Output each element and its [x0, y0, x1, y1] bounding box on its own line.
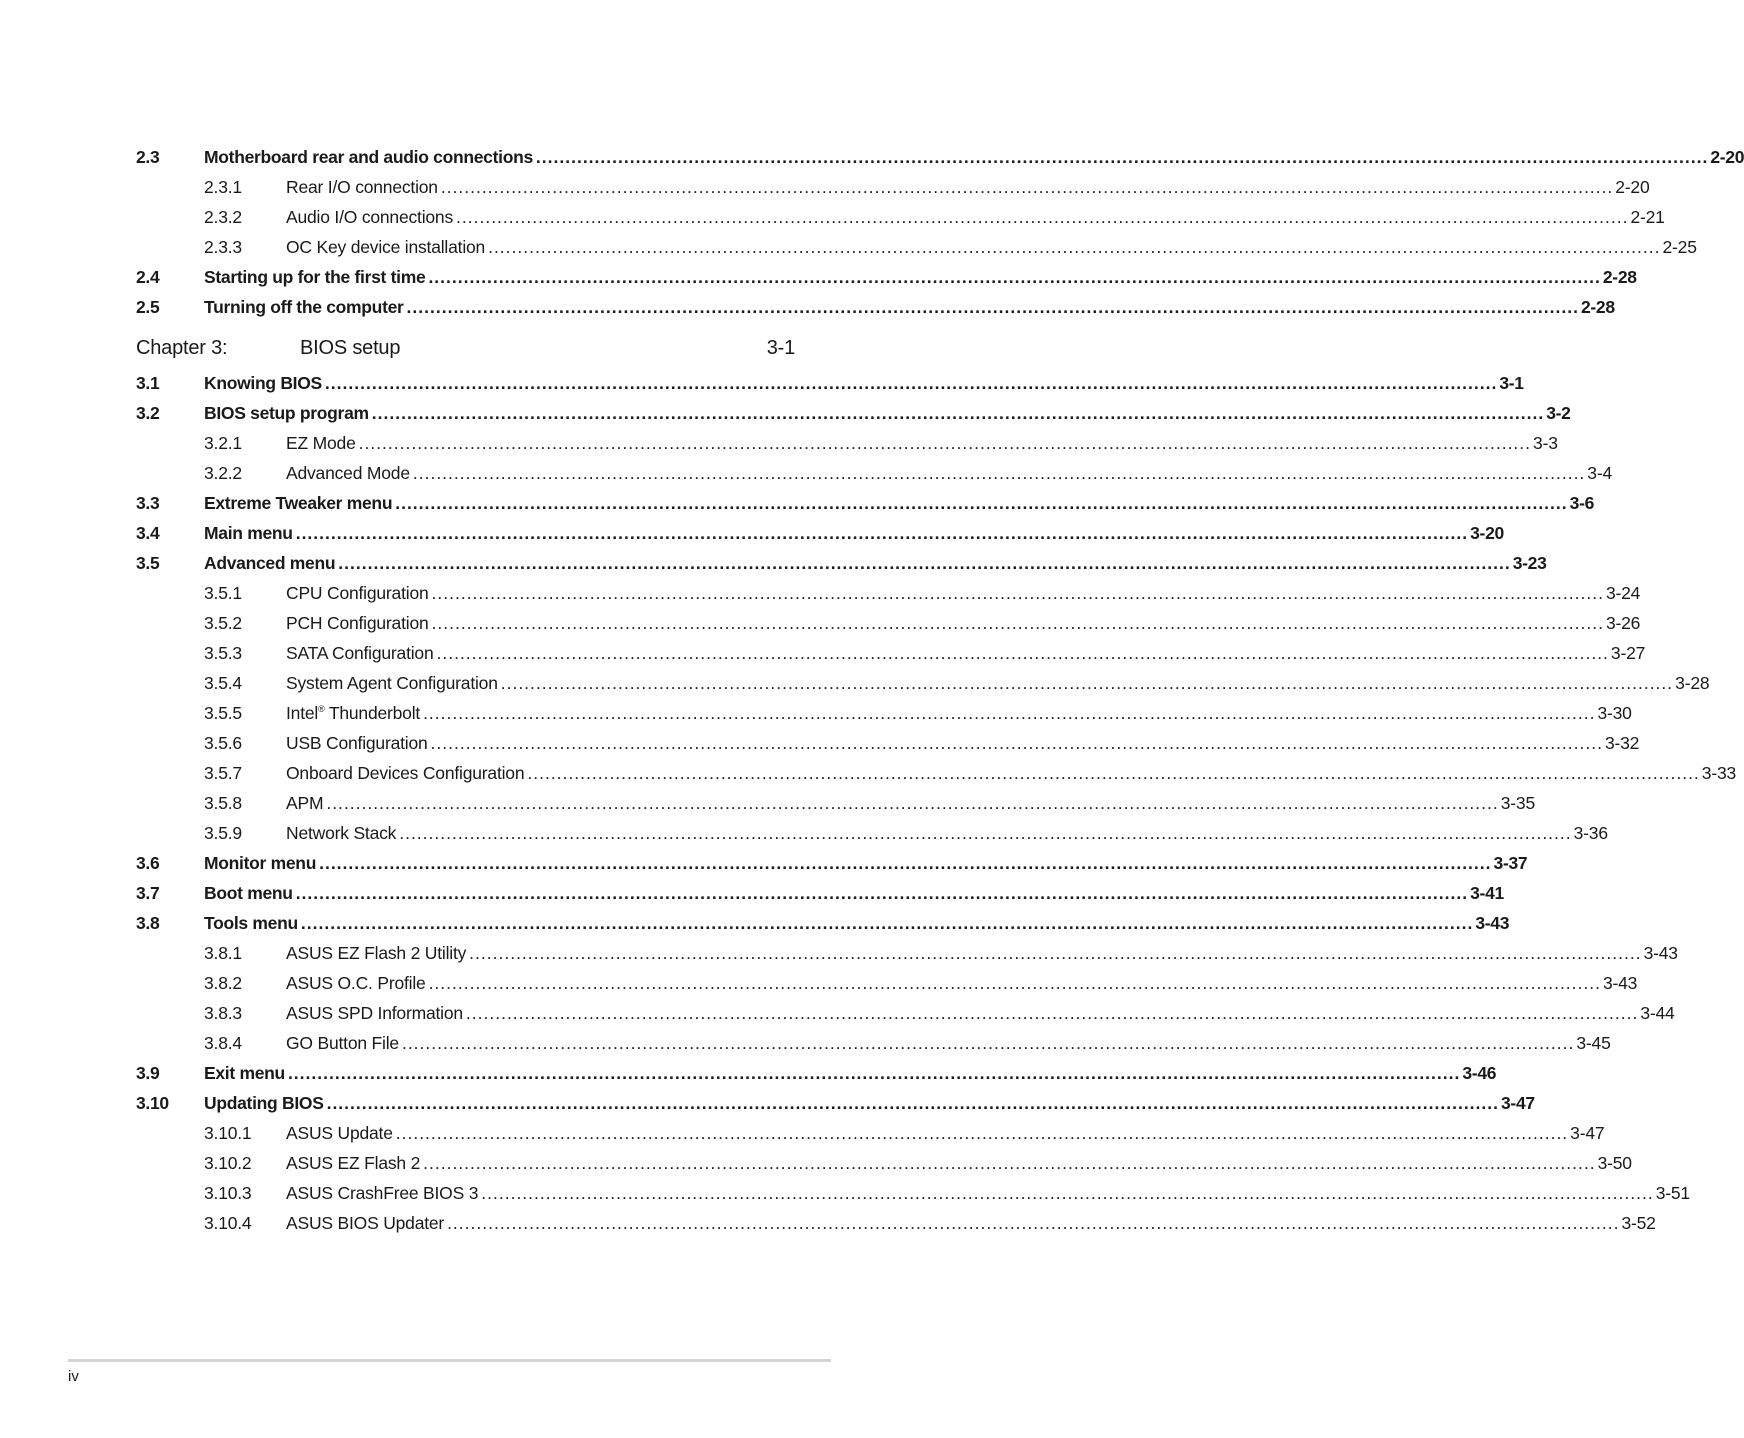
- dot-leader: ........................................................................................................................................................................................................: [326, 793, 1499, 813]
- toc-entry-title-text: Advanced Mode: [286, 463, 410, 483]
- toc-entry-page-number: 2-28: [1580, 297, 1615, 317]
- dot-leader: ........................................................................................................................................................................................................: [406, 297, 1579, 317]
- toc-entry-line: [204, 548, 1547, 578]
- toc-entry-line: [286, 608, 1641, 638]
- toc-entry-title-text: Main menu: [204, 523, 293, 543]
- toc-entry-title: [286, 428, 359, 458]
- toc-entry-line: [204, 262, 1637, 292]
- toc-entry-title-text: Tools menu: [204, 913, 298, 933]
- toc-section-entry[interactable]: [136, 1058, 1497, 1088]
- toc-entry-number: 3.10: [136, 1093, 169, 1113]
- toc-entry-line: [286, 638, 1646, 668]
- toc-entry-title-text: ASUS Update: [286, 1123, 393, 1143]
- toc-entry-title-text: Exit menu: [204, 1063, 285, 1083]
- toc-subsection-entry[interactable]: [136, 998, 1675, 1028]
- dot-leader: ........................................................................................................................................................................................................: [319, 853, 1492, 873]
- toc-entry-title-text: System Agent Configuration: [286, 673, 498, 693]
- toc-entry-page-number: 3-35: [1500, 793, 1535, 813]
- toc-entry-title: [286, 1178, 481, 1208]
- dot-leader: ........................................................................................................................................................................................................: [535, 147, 1709, 167]
- toc-entry-title-text: Motherboard rear and audio connections: [204, 147, 533, 167]
- toc-entry-number: 3.5.8: [204, 793, 242, 813]
- toc-entry-line: [204, 908, 1510, 938]
- toc-entry-title: [204, 878, 296, 908]
- toc-entry-line: [286, 1148, 1632, 1178]
- toc-entry-title: [286, 698, 423, 728]
- toc-entry-line: [204, 142, 1744, 172]
- toc-subsection-entry[interactable]: [136, 1208, 1656, 1238]
- table-of-contents: [136, 142, 1744, 1238]
- dot-leader: ........................................................................................................................................................................................................: [324, 373, 1498, 393]
- toc-entry-title: [204, 548, 338, 578]
- chapter-page-number: 3-1: [766, 337, 795, 359]
- toc-entry-line: [286, 788, 1535, 818]
- footer-page-number: iv: [68, 1368, 79, 1385]
- toc-entry-title: [204, 292, 407, 322]
- dot-leader: ........................................................................................................................................................................................................: [447, 1213, 1620, 1233]
- toc-entry-title: [286, 172, 441, 202]
- toc-entry-title: [286, 1028, 402, 1058]
- toc-entry-line: [286, 1178, 1690, 1208]
- toc-entry-line: [204, 292, 1615, 322]
- toc-entry-page-number: 3-52: [1621, 1213, 1656, 1233]
- toc-entry-title-text: Knowing BIOS: [204, 373, 322, 393]
- toc-entry-line: [286, 1028, 1611, 1058]
- toc-entry-number: 2.3.3: [204, 237, 242, 257]
- toc-entry-title: [204, 908, 301, 938]
- toc-section-entry[interactable]: [136, 262, 1637, 292]
- toc-section-entry[interactable]: [136, 518, 1504, 548]
- toc-entry-number: 2.3.2: [204, 207, 242, 227]
- toc-entry-title-text: PCH Configuration: [286, 613, 429, 633]
- toc-entry-number: 3.10.1: [204, 1123, 252, 1143]
- toc-entry-line: [286, 578, 1641, 608]
- toc-entry-number: 2.3: [136, 147, 160, 167]
- toc-subsection-entry[interactable]: [136, 638, 1646, 668]
- toc-entry-line: [286, 232, 1697, 262]
- toc-entry-title-text: Advanced menu: [204, 553, 336, 573]
- toc-entry-page-number: 2-28: [1602, 267, 1637, 287]
- toc-section-entry[interactable]: [136, 878, 1504, 908]
- toc-entry-title: [286, 728, 431, 758]
- toc-entry-number: 3.10.3: [204, 1183, 252, 1203]
- toc-entry-title: [286, 668, 501, 698]
- toc-entry-title: [286, 938, 469, 968]
- toc-subsection-entry[interactable]: [136, 728, 1640, 758]
- toc-subsection-entry[interactable]: [136, 758, 1737, 788]
- toc-entry-number: 2.5: [136, 297, 160, 317]
- toc-entry-title-text: Network Stack: [286, 823, 397, 843]
- toc-entry-title-text: GO Button File: [286, 1033, 399, 1053]
- toc-entry-title: [286, 968, 429, 998]
- toc-entry-title: [286, 998, 466, 1028]
- toc-entry-title-text: Monitor menu: [204, 853, 317, 873]
- toc-entry-page-number: 3-28: [1675, 673, 1710, 693]
- dot-leader: ........................................................................................................................................................................................................: [399, 823, 1572, 843]
- toc-entry-page-number: 3-36: [1573, 823, 1608, 843]
- toc-entry-line: [286, 202, 1665, 232]
- toc-entry-number: 3.3: [136, 493, 160, 513]
- dot-leader: ........................................................................................................................................................................................................: [436, 643, 1609, 663]
- dot-leader: ........................................................................................................................................................................................................: [423, 1153, 1596, 1173]
- toc-subsection-entry[interactable]: [136, 668, 1710, 698]
- toc-entry-title-text: Turning off the computer: [204, 297, 404, 317]
- toc-entry-page-number: 3-50: [1597, 1153, 1632, 1173]
- toc-entry-number: 3.6: [136, 853, 160, 873]
- toc-entry-number: 3.2: [136, 403, 160, 423]
- toc-section-entry[interactable]: [136, 142, 1744, 172]
- dot-leader: ........................................................................................................................................................................................................: [295, 523, 1469, 543]
- toc-entry-line: [204, 848, 1528, 878]
- toc-entry-title: [286, 1208, 447, 1238]
- toc-entry-line: [204, 398, 1571, 428]
- toc-entry-title: [204, 1058, 288, 1088]
- toc-entry-number: 3.8: [136, 913, 160, 933]
- toc-entry-line: [204, 488, 1595, 518]
- toc-entry-page-number: 3-30: [1597, 703, 1632, 723]
- toc-entry-line: [286, 758, 1737, 788]
- toc-subsection-entry[interactable]: [136, 202, 1665, 232]
- toc-entry-title-text: ASUS EZ Flash 2 Utility: [286, 943, 467, 963]
- dot-leader: ........................................................................................................................................................................................................: [431, 583, 1604, 603]
- toc-entry-line: [286, 818, 1608, 848]
- toc-entry-number: 3.2.2: [204, 463, 242, 483]
- toc-entry-line: [286, 938, 1678, 968]
- toc-entry-page-number: 3-43: [1643, 943, 1678, 963]
- toc-entry-page-number: 3-44: [1640, 1003, 1675, 1023]
- dot-leader: ........................................................................................................................................................................................................: [500, 673, 1674, 693]
- toc-entry-number: 3.9: [136, 1063, 160, 1083]
- toc-entry-line: [204, 368, 1524, 398]
- footer-divider: [68, 1359, 831, 1362]
- toc-entry-title: [204, 848, 319, 878]
- toc-section-chapter-3: [136, 368, 1737, 1238]
- toc-subsection-entry[interactable]: [136, 428, 1558, 458]
- dot-leader: ........................................................................................................................................................................................................: [338, 553, 1511, 573]
- toc-subsection-entry[interactable]: [136, 698, 1632, 728]
- toc-entry-title-text: ASUS O.C. Profile: [286, 973, 426, 993]
- toc-entry-number: 2.3.1: [204, 177, 242, 197]
- chapter-heading[interactable]: [136, 322, 797, 368]
- toc-entry-page-number: 3-2: [1546, 403, 1571, 423]
- toc-entry-page-number: 3-47: [1570, 1123, 1605, 1143]
- dot-leader: ........................................................................................................................................................................................................: [401, 1033, 1575, 1053]
- toc-entry-number: 3.5.6: [204, 733, 242, 753]
- toc-entry-line: [286, 968, 1638, 998]
- dot-leader: ........................................................................................................................................................................................................: [412, 463, 1586, 483]
- toc-subsection-entry[interactable]: [136, 458, 1612, 488]
- toc-subsection-entry[interactable]: [136, 1118, 1605, 1148]
- toc-subsection-entry[interactable]: [136, 608, 1641, 638]
- dot-leader: ........................................................................................................................................................................................................: [428, 973, 1601, 993]
- toc-entry-page-number: 3-6: [1569, 493, 1595, 513]
- toc-entry-page-number: 3-23: [1512, 553, 1547, 573]
- toc-entry-title-text: Intel: [286, 703, 319, 723]
- toc-entry-number: 3.8.3: [204, 1003, 242, 1023]
- toc-entry-number: 3.5.1: [204, 583, 242, 603]
- toc-entry-page-number: 3-20: [1470, 523, 1504, 543]
- toc-entry-page-number: 3-32: [1604, 733, 1640, 753]
- toc-section-entry[interactable]: [136, 908, 1510, 938]
- toc-entry-number: 3.10.2: [204, 1153, 252, 1173]
- toc-entry-number: 3.10.4: [204, 1213, 252, 1233]
- toc-entry-title-text: ASUS BIOS Updater: [286, 1213, 445, 1233]
- toc-entry-number: 2.4: [136, 267, 160, 287]
- toc-subsection-entry[interactable]: [136, 1178, 1690, 1208]
- toc-subsection-entry[interactable]: [136, 232, 1697, 262]
- dot-leader: ........................................................................................................................................................................................................: [456, 207, 1629, 227]
- toc-entry-number: 3.5.4: [204, 673, 242, 693]
- toc-entry-line: [286, 998, 1675, 1028]
- toc-entry-line: [204, 518, 1504, 548]
- toc-entry-number: 3.7: [136, 883, 160, 903]
- toc-entry-page-number: 3-51: [1655, 1183, 1690, 1203]
- toc-entry-title-text: EZ Mode: [286, 433, 356, 453]
- toc-entry-number: 3.5.2: [204, 613, 242, 633]
- dot-leader: ........................................................................................................................................................................................................: [431, 613, 1604, 633]
- toc-entry-title-text: APM: [286, 793, 324, 813]
- toc-section-entry[interactable]: [136, 398, 1571, 428]
- toc-subsection-entry[interactable]: [136, 968, 1638, 998]
- toc-entry-title: [286, 202, 456, 232]
- dot-leader: ........................................................................................................................................................................................................: [465, 1003, 1639, 1023]
- toc-entry-number: 3.5.3: [204, 643, 242, 663]
- toc-entry-title: [286, 818, 399, 848]
- dot-leader: ........................................................................................................................................................................................................: [423, 703, 1596, 723]
- toc-entry-line: [204, 1088, 1535, 1118]
- toc-entry-number: 3.4: [136, 523, 160, 543]
- toc-entry-page-number: 2-21: [1630, 207, 1665, 227]
- dot-leader: ........................................................................................................................................................................................................: [358, 433, 1532, 453]
- toc-entry-page-number: 2-20: [1710, 147, 1744, 167]
- toc-entry-number: 3.8.2: [204, 973, 242, 993]
- dot-leader: ........................................................................................................................................................................................................: [295, 883, 1469, 903]
- dot-leader: ........................................................................................................................................................................................................: [430, 733, 1603, 753]
- chapter-label: Chapter 3:: [136, 337, 228, 359]
- toc-subsection-entry[interactable]: [136, 172, 1650, 202]
- toc-entry-line: [286, 1208, 1656, 1238]
- toc-section-entry[interactable]: [136, 368, 1524, 398]
- toc-entry-title-text: ASUS CrashFree BIOS 3: [286, 1183, 479, 1203]
- toc-entry-title-text: Boot menu: [204, 883, 293, 903]
- toc-subsection-entry[interactable]: [136, 578, 1641, 608]
- toc-section-entry[interactable]: [136, 848, 1528, 878]
- toc-entry-title: [204, 488, 395, 518]
- toc-entry-page-number: 3-4: [1587, 463, 1612, 483]
- toc-entry-title-text: Starting up for the first time: [204, 267, 426, 287]
- toc-entry-number: 3.8.1: [204, 943, 242, 963]
- toc-entry-page-number: 3-1: [1499, 373, 1524, 393]
- dot-leader: ........................................................................................................................................................................................................: [287, 1063, 1461, 1083]
- toc-entry-number: 3.5.9: [204, 823, 242, 843]
- toc-entry-page-number: 3-24: [1605, 583, 1641, 603]
- toc-entry-title-text: Rear I/O connection: [286, 177, 438, 197]
- toc-entry-page-number: 3-3: [1533, 433, 1558, 453]
- toc-entry-title: [286, 1148, 423, 1178]
- toc-entry-page-number: 2-25: [1662, 237, 1697, 257]
- toc-entry-title: [204, 262, 428, 292]
- toc-entry-title: [286, 232, 488, 262]
- toc-entry-number: 3.5.5: [204, 703, 242, 723]
- toc-entry-title: [204, 142, 536, 172]
- dot-leader: ........................................................................................................................................................................................................: [371, 403, 1545, 423]
- toc-entry-title-text: SATA Configuration: [286, 643, 434, 663]
- toc-entry-page-number: 3-43: [1475, 913, 1510, 933]
- toc-entry-line: [286, 698, 1632, 728]
- toc-entry-title-text: USB Configuration: [286, 733, 428, 753]
- toc-entry-line: [286, 428, 1558, 458]
- dot-leader: ........................................................................................................................................................................................................: [440, 177, 1614, 197]
- toc-entry-title: [204, 518, 296, 548]
- dot-leader: ........................................................................................................................................................................................................: [395, 1123, 1569, 1143]
- toc-entry-page-number: 3-26: [1605, 613, 1641, 633]
- toc-entry-title-text: ASUS EZ Flash 2: [286, 1153, 421, 1173]
- toc-entry-title-text: Updating BIOS: [204, 1093, 324, 1113]
- dot-leader: ........................................................................................................................................................................................................: [428, 267, 1601, 287]
- toc-section-chapter-2: [136, 142, 1744, 322]
- toc-entry-title-text: ASUS SPD Information: [286, 1003, 463, 1023]
- toc-entry-line: [204, 1058, 1497, 1088]
- toc-entry-title: [204, 398, 372, 428]
- toc-entry-page-number: 3-41: [1470, 883, 1504, 903]
- toc-entry-page-number: 2-20: [1615, 177, 1650, 197]
- toc-entry-page-number: 3-43: [1602, 973, 1638, 993]
- toc-subsection-entry[interactable]: [136, 938, 1678, 968]
- toc-entry-line: [286, 1118, 1605, 1148]
- toc-entry-line: [286, 458, 1612, 488]
- toc-entry-number: 3.5.7: [204, 763, 242, 783]
- toc-entry-page-number: 3-33: [1701, 763, 1737, 783]
- dot-leader: ........................................................................................................................................................................................................: [481, 1183, 1654, 1203]
- toc-subsection-entry[interactable]: [136, 818, 1608, 848]
- dot-leader: ........................................................................................................................................................................................................: [469, 943, 1642, 963]
- toc-entry-title: [204, 1088, 327, 1118]
- toc-section-entry[interactable]: [136, 488, 1595, 518]
- toc-entry-title: [286, 638, 437, 668]
- chapter-title: BIOS setup: [300, 337, 401, 359]
- toc-subsection-entry[interactable]: [136, 788, 1535, 818]
- registered-trademark-mark: ®: [318, 704, 325, 714]
- dot-leader: ........................................................................................................................................................................................................: [527, 763, 1700, 783]
- toc-entry-number: 3.5: [136, 553, 160, 573]
- toc-entry-page-number: 3-47: [1501, 1093, 1535, 1113]
- dot-leader: ........................................................................................................................................................................................................: [300, 913, 1474, 933]
- dot-leader: ........................................................................................................................................................................................................: [326, 1093, 1499, 1113]
- toc-entry-title-text: Onboard Devices Configuration: [286, 763, 525, 783]
- toc-entry-number: 3.8.4: [204, 1033, 242, 1053]
- toc-entry-title-text: OC Key device installation: [286, 237, 486, 257]
- dot-leader: ........................................................................................................................................................................................................: [488, 237, 1661, 257]
- toc-entry-title: [286, 578, 432, 608]
- toc-entry-title: [286, 458, 413, 488]
- toc-entry-page-number: 3-27: [1610, 643, 1646, 663]
- toc-entry-line: [204, 878, 1504, 908]
- toc-section-entry[interactable]: [136, 1088, 1535, 1118]
- toc-entry-line: [286, 172, 1650, 202]
- toc-entry-page-number: 3-37: [1493, 853, 1528, 873]
- toc-entry-title: [286, 788, 326, 818]
- toc-entry-number: 3.1: [136, 373, 160, 393]
- toc-entry-title: [204, 368, 325, 398]
- dot-leader: ........................................................................................................................................................................................................: [395, 493, 1568, 513]
- toc-entry-title-text: BIOS setup program: [204, 403, 369, 423]
- toc-entry-number: 3.2.1: [204, 433, 242, 453]
- toc-entry-title: [286, 758, 527, 788]
- toc-section-entry[interactable]: [136, 548, 1547, 578]
- toc-entry-title: [286, 1118, 396, 1148]
- toc-entry-line: [286, 728, 1640, 758]
- toc-entry-title-text: Audio I/O connections: [286, 207, 454, 227]
- toc-entry-title-rest: Thunderbolt: [324, 703, 421, 723]
- toc-entry-title: [286, 608, 432, 638]
- toc-section-entry[interactable]: [136, 292, 1615, 322]
- toc-subsection-entry[interactable]: [136, 1148, 1632, 1178]
- toc-entry-title-text: CPU Configuration: [286, 583, 429, 603]
- toc-entry-line: [286, 668, 1710, 698]
- toc-entry-title-text: Extreme Tweaker menu: [204, 493, 393, 513]
- toc-subsection-entry[interactable]: [136, 1028, 1611, 1058]
- toc-entry-page-number: 3-45: [1576, 1033, 1611, 1053]
- toc-entry-page-number: 3-46: [1462, 1063, 1497, 1083]
